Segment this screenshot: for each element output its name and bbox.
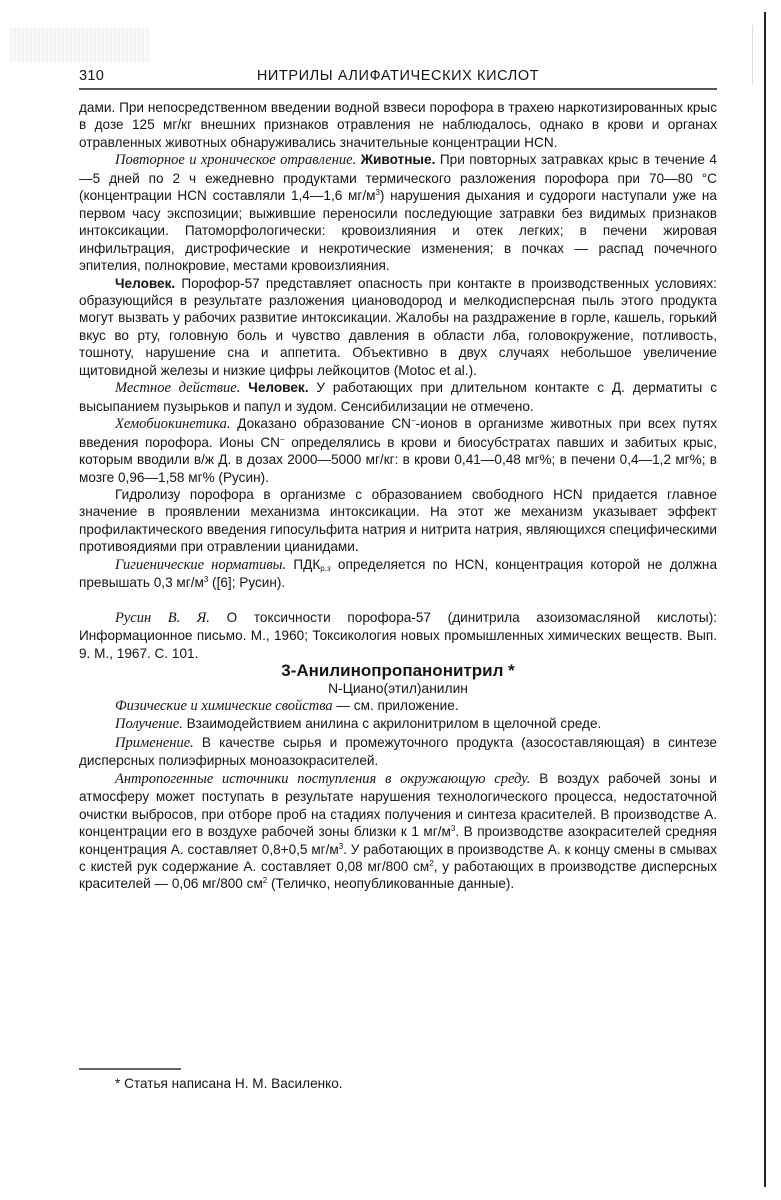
- paragraph-human: Человек. Порофор-57 представляет опасность при контакте в производственных условиях: образующийся в результате разложения циановодород и мелкодисперсная пыль этого продукта могут вызвать у рабочих развитие интоксикации. Жалобы на раздражение в горле, кашель, горький вкус во рту, головную боль и чувство давления в области лба, головокружение, потливость, тошноту, нарушение сна и аппетита. Объективно в двух случаях небольшое увеличение щитовидной железы и низкие цифры лейкоцитов (Motoc et al.).: [79, 275, 717, 378]
- paragraph-chronic-poisoning: Повторное и хроническое отравление. Животные. При повторных затравках крыс в течение 4—5 дней по 2 ч ежедневно продуктами термического разложения порофора при 70—80 °С (концентрации HCN составляли 1,4—1,6 $мг/м^3$) нарушения дыхания и судороги наступали уже на первом часу экспозиции; выжившие переносили последующие затравки без видимых признаков интоксикации. Патоморфологически: кровоизлияния и отек легких; в печени жировая инфильтрация, дистрофические и некротические изменения; в почках — распад почечного эпителия, полнокровие, местами кровоизлияния.: [79, 152, 717, 274]
- paragraph-chemobiokinetics: Хемобиокинетика. Доказано образование CN−-ионов в организме животных при всех путях введения порофора. Ионы CN− определялись в крови и биосубстратах павших и забитых крыс, которым вводили в/ж Д. в дозах 2000—5000 мг/кг: в крови 0,41—0,48 мг%; в печени 0,4—1,2 мг%; в мозге 0,96—1,58 мг% (Русин).: [79, 416, 717, 485]
- paragraph-hydrolysis: Гидролизу порофора в организме с образованием свободного HCN придается главное значение в проявлении механизма интоксикации. На этот же механизм указывает эффект профилактического введения гипосульфита натрия и нитрита натрия, являющихся специфическими противоядиями при отравлении цианидами.: [79, 486, 717, 555]
- paragraph-continuation: дами. При непосредственном введении водной взвеси порофора в трахею наркотизированных крыс в дозе 125 мг/кг внешних признаков отравления не наблюдалось, однако в крови и органах отравленных животных обнаруживались значительные концентрации HCN.: [79, 100, 717, 150]
- subject-label: Человек.: [115, 275, 176, 291]
- page-number: 310: [79, 68, 105, 84]
- reference-author: Русин В. Я.: [115, 609, 210, 626]
- paragraph-properties: Физические и химические свойства — см. приложение.: [115, 697, 459, 714]
- paragraph-hygiene-standards: Гигиенические нормативы. $ПДК_{р.з}$ определяется по HCN, концентрация которой не должна превышать 0,3 $мг/м^3$ ([6]; Русин).: [79, 556, 718, 591]
- paragraph-local-action: Местное действие. Человек. У работающих при длительном контакте с Д. дерматиты с высыпанием пузырьков и папул и зудом. Сенсибилизации не отмечено.: [79, 380, 717, 414]
- footnote-rule: [79, 1068, 181, 1070]
- header-rule: [79, 88, 717, 90]
- paragraph-anthropogenic-sources: Антропогенные источники поступления в окружающую среду. В воздух рабочей зоны и атмосферу может поступать в результате нарушения технологического процесса, недостаточной очистки выбросов, при отборе проб на стадиях получения и синтеза красителей. В производстве А. концентрации его в воздухе рабочей зоны близки к 1 $мг/м^3$. В производстве азокрасителей средняя концентрация А. составляет 0,8+0,5 $мг/м^3$. У работающих в производстве А. к концу смены в смывах с кистей рук содержание А. составляет 0,08 мг/800 $см^2$, у работающих в производстве дисперсных красителей — 0,06 мг/800 $см^2$ (Теличко, неопубликованные данные).: [79, 770, 717, 892]
- article-subtitle: N-Циано(этил)анилин: [328, 680, 468, 696]
- section-lead: Применение.: [115, 734, 194, 751]
- section-lead: Физические и химические свойства: [115, 697, 333, 714]
- text-column: [79, 99, 717, 893]
- section-lead: Хемобиокинетика.: [115, 416, 231, 433]
- section-lead: Местное действие.: [115, 380, 241, 397]
- footnote: * Статья написана Н. М. Василенко.: [115, 1076, 343, 1091]
- paragraph-production: Получение. Взаимодействием анилина с акрилонитрилом в щелочной среде.: [115, 716, 602, 733]
- section-lead: Получение.: [115, 716, 183, 733]
- section-lead: Гигиенические нормативы.: [115, 556, 287, 573]
- page-header: [79, 68, 717, 88]
- subject-label: Животные.: [360, 152, 436, 168]
- running-title: НИТРИЛЫ АЛИФАТИЧЕСКИХ КИСЛОТ: [256, 68, 540, 84]
- section-lead: Антропогенные источники поступления в окружающую среду.: [115, 770, 531, 787]
- spacer: [79, 592, 717, 609]
- page-edge: [764, 12, 766, 1187]
- subject-label: Человек.: [248, 380, 309, 396]
- scan-artifact: [10, 28, 150, 62]
- section-lead: Повторное и хроническое отравление.: [115, 152, 357, 169]
- article-title: 3-Анилинопропанонитрил *: [281, 661, 515, 681]
- scan-artifact-line: [752, 25, 753, 85]
- reference-entry: Русин В. Я. О токсичности порофора-57 (динитрила азоизомасляной кислоты): Информационное письмо. М., 1960; Токсикология новых промышленных химических веществ. Вып. 9. М., 1967. С. 101.: [79, 609, 718, 661]
- paragraph-application: Применение. В качестве сырья и промежуточного продукта (азосоставляющая) в синтезе дисперсных полиэфирных моноазокрасителей.: [79, 734, 717, 769]
